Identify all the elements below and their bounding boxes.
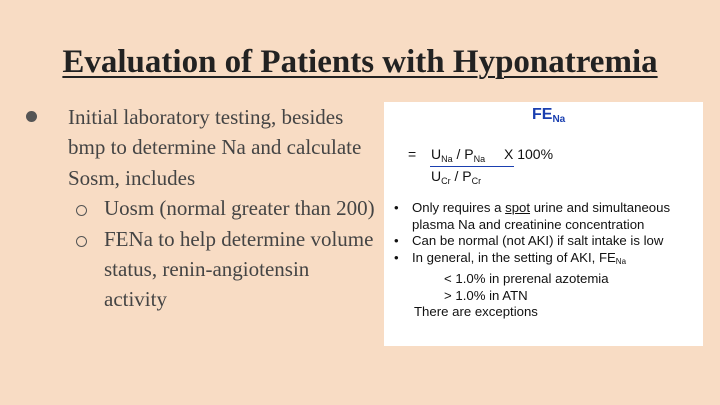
sub-bullet-text: Uosm (normal greater than 200) (104, 196, 375, 221)
sub-bullet-item-uosm (26, 193, 376, 223)
formula-multiplier: X 100% (504, 146, 554, 162)
slide-title: Evaluation of Patients with Hyponatremia (62, 44, 658, 80)
formula-numerator: $U_{Na} / P_{Na}$ (431, 146, 486, 164)
sub-bullet-item-fena (26, 224, 376, 315)
hollow-bullet-icon (76, 236, 87, 247)
hollow-bullet-icon (76, 205, 87, 216)
note-aki-setting: • In general, in the setting of AKI, $FE_{Na}$ < 1.0% in prerenal azotemia > 1.0% in ATN (392, 250, 700, 304)
bullet-icon: • (394, 233, 399, 249)
bullet-text: Initial laboratory testing, besides bmp to determine Na and calculate Sosm, includes (68, 105, 362, 190)
sub-bullet-text: FENa to help determine volume status, renin-angiotensin activity (104, 226, 374, 312)
bullet-icon: • (394, 250, 399, 266)
note-exceptions: There are exceptions (414, 304, 538, 320)
filled-bullet-icon (26, 111, 37, 122)
formula-denominator: $U_{Cr} / P_{Cr}$ (431, 168, 482, 186)
fena-info-panel (384, 102, 703, 346)
fena-notes (392, 200, 700, 321)
note-atn: > 1.0% in ATN (444, 287, 528, 303)
note-spot-urine: • Only requires a spot urine and simultaneous plasma Na and creatinine concentration (394, 200, 671, 232)
bullet-item-initial-testing (26, 102, 376, 193)
equals-sign: = (408, 146, 417, 162)
fena-title: $FE_{Na}$ (532, 106, 566, 125)
note-prerenal: < 1.0% in prerenal azotemia (444, 270, 609, 286)
fraction-line (430, 166, 514, 167)
bullet-list (26, 102, 376, 315)
bullet-icon: • (394, 200, 399, 215)
note-salt-intake: • Can be normal (not AKI) if salt intake is low (394, 233, 664, 249)
